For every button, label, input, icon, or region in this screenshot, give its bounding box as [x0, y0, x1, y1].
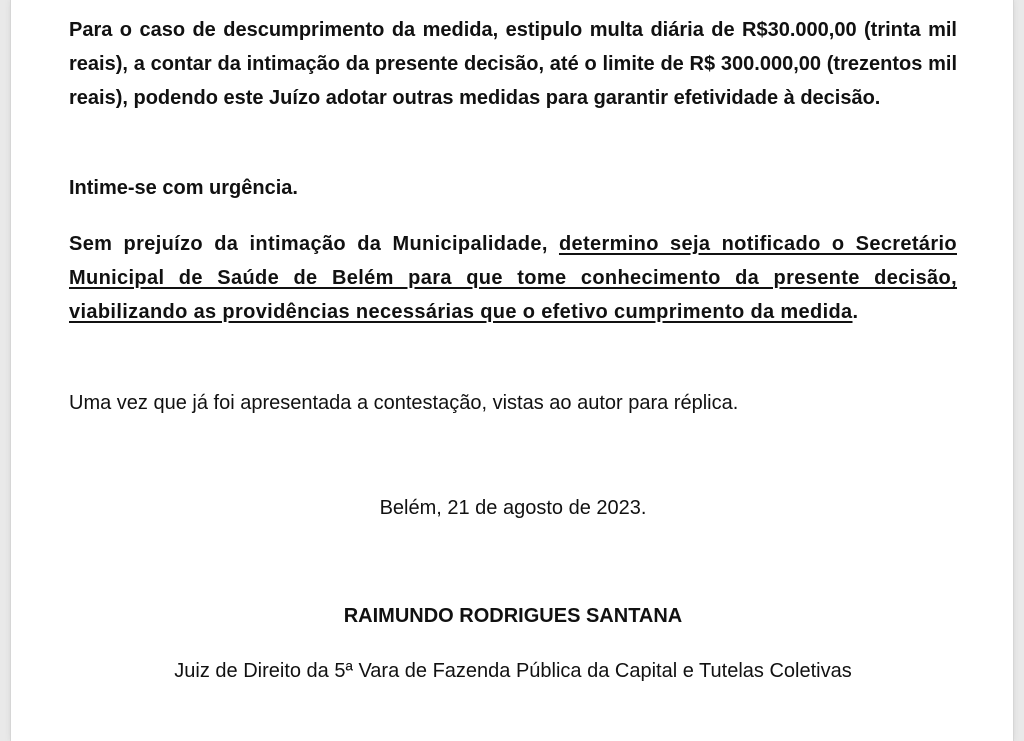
paragraph-notify-lead: Sem prejuízo da intimação da Municipalidade,	[69, 233, 559, 255]
date-line: Belém, 21 de agosto de 2023.	[379, 497, 647, 519]
paragraph-notify-end: .	[852, 301, 859, 323]
signer-name: RAIMUNDO RODRIGUES SANTANA	[343, 605, 683, 627]
paragraph-reply: Uma vez que já foi apresentada a contestação, vistas ao autor para réplica.	[69, 392, 739, 414]
paragraph-notify-underlined: determino seja notificado o Secretário Municipal de Saúde de Belém para que tome conhecimento da presente decisão, viabilizando as providências necessárias que o efetivo cumprimento da medida	[69, 233, 957, 323]
paragraph-urgency: Intime-se com urgência.	[69, 177, 298, 199]
signer-role: Juiz de Direito da 5ª Vara de Fazenda Pública da Capital e Tutelas Coletivas	[174, 660, 852, 682]
paragraph-penalty: Para o caso de descumprimento da medida, estipulo multa diária de R$30.000,00 (trinta mil reais), a contar da intimação da presente decisão, até o limite de R$ 300.000,00 (trezentos mil reais), podendo este Juízo adotar outras medidas para garantir efetividade à decisão.	[69, 19, 957, 109]
document-page	[10, 0, 1014, 741]
paragraph-notify	[69, 227, 957, 329]
